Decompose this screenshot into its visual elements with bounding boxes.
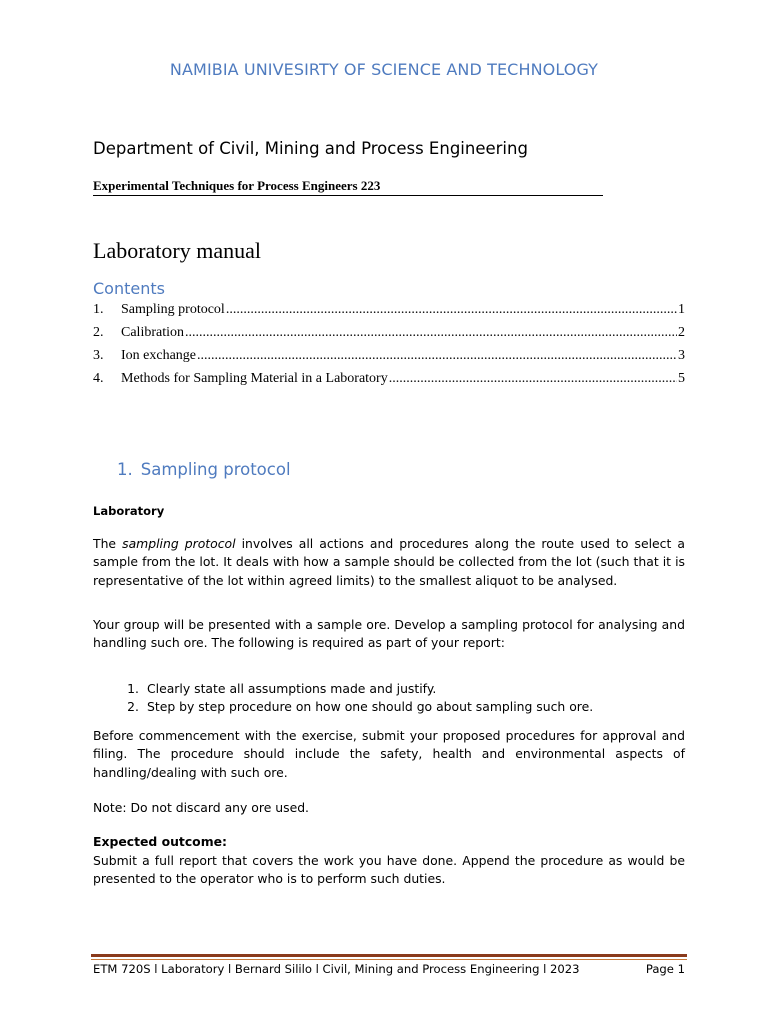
para-emphasis: sampling protocol xyxy=(122,536,236,551)
toc-entry-title: Sampling protocol xyxy=(121,302,225,317)
paragraph-before-commencement: Before commencement with the exercise, submit your proposed procedures for approval and filing. The procedure should include the safety, health and environmental aspects of handling/dealing with such ore. xyxy=(93,728,685,780)
toc-entry-page: 3 xyxy=(678,348,685,363)
toc-entry-title: Methods for Sampling Material in a Laboratory xyxy=(121,371,388,386)
document-title: Laboratory manual xyxy=(93,238,261,263)
section-title: Sampling protocol xyxy=(140,460,291,479)
list-item xyxy=(93,680,685,698)
table-of-contents xyxy=(93,302,685,394)
list-item-text: Clearly state all assumptions made and justify. xyxy=(147,681,437,696)
expected-outcome-heading: Expected outcome: xyxy=(93,834,227,849)
toc-entry-page: 1 xyxy=(678,302,685,317)
footer-info: ETM 720S l Laboratory l Bernard Sililo l Civil, Mining and Process Engineering l 2023 xyxy=(93,962,580,976)
page-footer xyxy=(93,962,685,976)
list-item xyxy=(93,698,685,716)
page-number: Page 1 xyxy=(645,962,685,976)
toc-entry-number: 2. xyxy=(93,325,104,340)
footer-divider-thin xyxy=(91,959,687,960)
toc-entry-number: 3. xyxy=(93,348,104,363)
footer-divider xyxy=(91,954,687,957)
toc-entry-calibration[interactable] xyxy=(93,325,685,348)
toc-entry-title: Ion exchange xyxy=(121,348,197,363)
toc-leader-dots xyxy=(389,371,677,387)
toc-entry-page: 2 xyxy=(678,325,685,340)
toc-entry-page: 5 xyxy=(678,371,685,386)
paragraph-expected-outcome: Submit a full report that covers the work you have done. Append the procedure as would be presented to the operator who is to perform such duties. xyxy=(93,853,685,887)
toc-entry-sampling-protocol[interactable] xyxy=(93,302,685,325)
requirements-list xyxy=(93,680,685,716)
toc-entry-title: Calibration xyxy=(121,325,184,340)
note-do-not-discard: Note: Do not discard any ore used. xyxy=(93,800,310,815)
para-prefix: The xyxy=(93,536,123,551)
paragraph-sampling-protocol-definition xyxy=(93,535,685,590)
toc-leader-dots xyxy=(197,348,677,364)
list-item-number: 1. xyxy=(127,681,139,696)
list-item-number: 2. xyxy=(127,699,139,714)
paragraph-group-task: Your group will be presented with a sample ore. Develop a sampling protocol for analysing and handling such ore. The following is required as part of your report: xyxy=(93,617,685,651)
department-name: Department of Civil, Mining and Process Engineering xyxy=(93,139,528,158)
toc-entry-number: 4. xyxy=(93,371,104,386)
toc-leader-dots xyxy=(226,302,677,318)
toc-leader-dots xyxy=(185,325,677,341)
toc-entry-number: 1. xyxy=(93,302,104,317)
subheading-laboratory: Laboratory xyxy=(93,504,165,518)
toc-entry-ion-exchange[interactable] xyxy=(93,348,685,371)
toc-entry-methods-for-sampling[interactable] xyxy=(93,371,685,394)
contents-heading: Contents xyxy=(93,279,165,298)
para-body: involves all actions and procedures along the route used to select a sample from the lot. It deals with how a sample should be collected from the lot (such that it is representative of the lot within agreed limits) to the smallest aliquot to be analysed. xyxy=(93,536,685,588)
course-title: Experimental Techniques for Process Engineers 223 xyxy=(93,178,603,196)
section-number: 1. xyxy=(117,460,133,479)
section-heading-sampling-protocol xyxy=(117,460,291,479)
university-name: NAMIBIA UNIVESIRTY OF SCIENCE AND TECHNOLOGY xyxy=(169,60,599,79)
list-item-text: Step by step procedure on how one should go about sampling such ore. xyxy=(147,699,594,714)
